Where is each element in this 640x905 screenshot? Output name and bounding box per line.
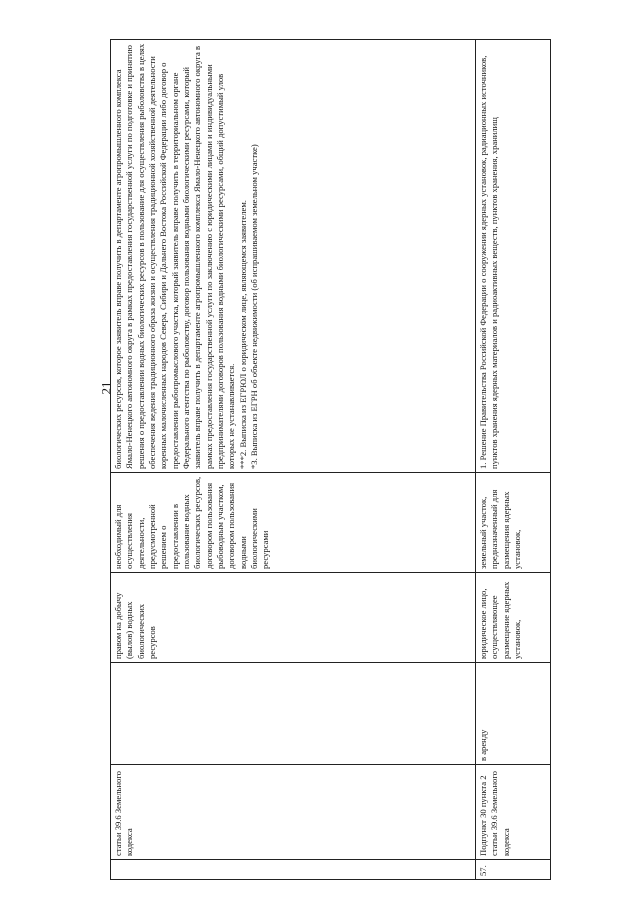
cell-text: юридическое лицо, осуществляющее размещение ядерных установок,: [478, 581, 523, 659]
cell-applicant: [111, 573, 476, 663]
cell-number: [476, 860, 551, 880]
cell-text: правом на добычу (вылов) водных биологических ресурсов: [113, 592, 158, 659]
cell-required-documents: [111, 40, 476, 473]
document-table: [110, 39, 551, 880]
cell-text: биологических ресурсов, которое заявитель вправе получить в департаменте агропромышленного комплекса Ямало-Ненецкого автономного округа в рамках предоставления государственной услуги по подготовке и принятию решения о предоставлении водных биологических ресурсов в пользование для осуществления рыболовства в целях обеспечения ведения традиционного образа жизни и осуществления традиционной хозяйственной деятельности коренных малочисленных народов Севера, Сибири и Дальнего Востока Российской Федерации либо договор о предоставлении рыбопромыслового участка, который заявитель вправе получить в территориальном органе Федерального агентства по рыболовству, договор пользования водными биологическими ресурсами, который заявитель вправе получить в департаменте агропромышленного комплекса Ямало-Ненецкого автономного округа в рамках предоставления государственной услуги по заключению с юридическими лицами и индивидуальными предпринимателями договоров пользования водными биологическими ресурсами, общий допустимый улов которых не устанавливается. ***2. Выписка из ЕГРЮЛ о юридическом лице, являющемся заявителем. *3. Выписка из ЕГРН об объекте недвижимости (об испрашиваемом земельном участке): [113, 43, 260, 469]
cell-legal-basis: [111, 765, 476, 860]
cell-land-purpose: [111, 473, 476, 573]
table-row: [476, 40, 551, 880]
cell-text: 1. Решение Правительства Российской Федерации о сооружении ядерных установок, радиационных источников, пунктов хранения ядерных материалов и радиоактивных веществ, пунктов хранения, хранилищ: [478, 55, 500, 469]
cell-text: необходимый для осуществления деятельности, предусмотренной решением о предоставлении в пользование водных биологических ресурсов, договором пользования рыбоводным участком, договором пользования водными биологическими ресурсами: [113, 476, 271, 569]
table-row: [111, 40, 476, 880]
cell-land-purpose: [476, 473, 551, 573]
cell-applicant: [476, 573, 551, 663]
document-table-container: [110, 40, 550, 880]
cell-text: статьи 39.6 Земельного кодекса: [113, 771, 135, 856]
cell-text: земельный участок, предназначенный для размещения ядерных установок,: [478, 489, 523, 569]
cell-text: 57.: [478, 865, 488, 876]
cell-number: [111, 860, 476, 880]
cell-lease-kind: [111, 663, 476, 765]
cell-legal-basis: [476, 765, 551, 860]
cell-lease-kind: [476, 663, 551, 765]
cell-text: в аренду: [478, 729, 488, 761]
cell-required-documents: [476, 40, 551, 473]
page-number: 21: [98, 381, 114, 395]
cell-text: Подпункт 30 пункта 2 статьи 39.6 Земельного кодекса: [478, 771, 511, 856]
